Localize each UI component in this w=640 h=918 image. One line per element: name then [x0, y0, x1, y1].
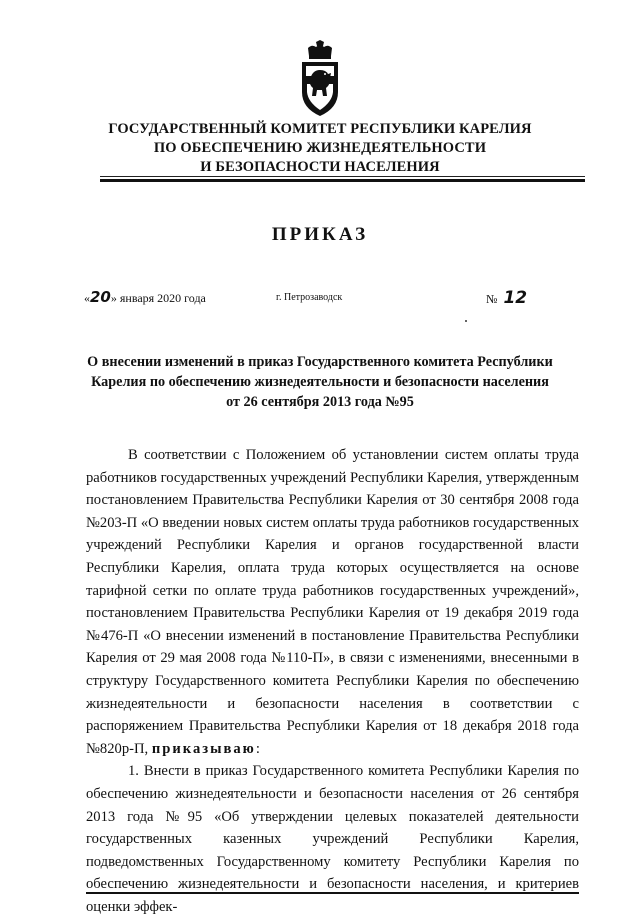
org-line-3: И БЕЗОПАСНОСТИ НАСЕЛЕНИЯ — [200, 159, 440, 175]
subject-line-1: О внесении изменений в приказ Государственного комитета Республики — [87, 354, 553, 370]
preamble-text: В соответствии с Положением об установлении систем оплаты труда работников государственных учреждений Республики Карелия, утвержденным постановлением Правительства Республики Карелия от 30 сентября 2008 года №203-П «О введении новых систем оплаты труда работников государственных учреждений Республики Карелия и органов государственной власти Республики Карелия, оплата труда которых осуществляется на основе тарифной сетки по оплате труда работников государственных учреждений», постановлением Правительства Республики Карелия от 19 декабря 2019 года №476-П «О внесении изменений в постановление Правительства Республики Карелия от 29 мая 2008 года №110-П», в связи с изменениями, внесенными в структуру Государственного комитета Республики Карелия по обеспечению жизнедеятельности и безопасности населения в соответствии с распоряжением Правительства Республики Карелия от 18 декабря 2018 года №820р-П, — [86, 447, 579, 757]
page-bottom-edge — [86, 892, 579, 894]
document-title: ПРИКАЗ — [271, 224, 369, 245]
order-keyword: приказываю — [151, 740, 256, 757]
number-value-handwritten: 12 — [503, 288, 528, 308]
body-paragraph-preamble — [86, 444, 579, 760]
date-day-handwritten: 20 — [90, 288, 111, 306]
preamble-colon: : — [255, 740, 260, 757]
header-divider-thick — [100, 179, 585, 182]
body-paragraph-item-1: 1. Внести в приказ Государственного комитета Республики Карелия по обеспечению жизнедеятельности и безопасности населения от 26 сентября 2013 года №95 «Об утверждении целевых показателей деятельности государственных казенных учреждений Республики Карелия, подведомственных Государственному комитету Республики Карелия по обеспечению жизнедеятельности и безопасности населения, и критериев оценки эффек- — [86, 763, 579, 915]
date-quote-open: « — [84, 291, 90, 305]
order-subject — [70, 352, 570, 412]
org-line-2: ПО ОБЕСПЕЧЕНИЮ ЖИЗНЕДЕЯТЕЛЬНОСТИ — [153, 140, 487, 156]
subject-line-3: от 26 сентября 2013 года №95 — [226, 394, 414, 410]
subject-line-2: Карелия по обеспечению жизнедеятельности и безопасности населения — [91, 374, 549, 390]
ink-speck — [465, 320, 467, 322]
order-body — [86, 444, 579, 918]
order-city: г. Петрозаводск — [276, 292, 343, 303]
number-label: № — [486, 292, 498, 306]
date-month-year: » января 2020 года — [110, 291, 206, 305]
order-date — [84, 288, 206, 306]
header-divider-thin — [100, 176, 585, 177]
org-line-1: ГОСУДАРСТВЕННЫЙ КОМИТЕТ РЕСПУБЛИКИ КАРЕЛИЯ — [108, 121, 532, 137]
organization-name — [60, 120, 580, 177]
order-number — [486, 288, 527, 308]
karelia-bear-coat-of-arms-icon — [298, 40, 342, 118]
